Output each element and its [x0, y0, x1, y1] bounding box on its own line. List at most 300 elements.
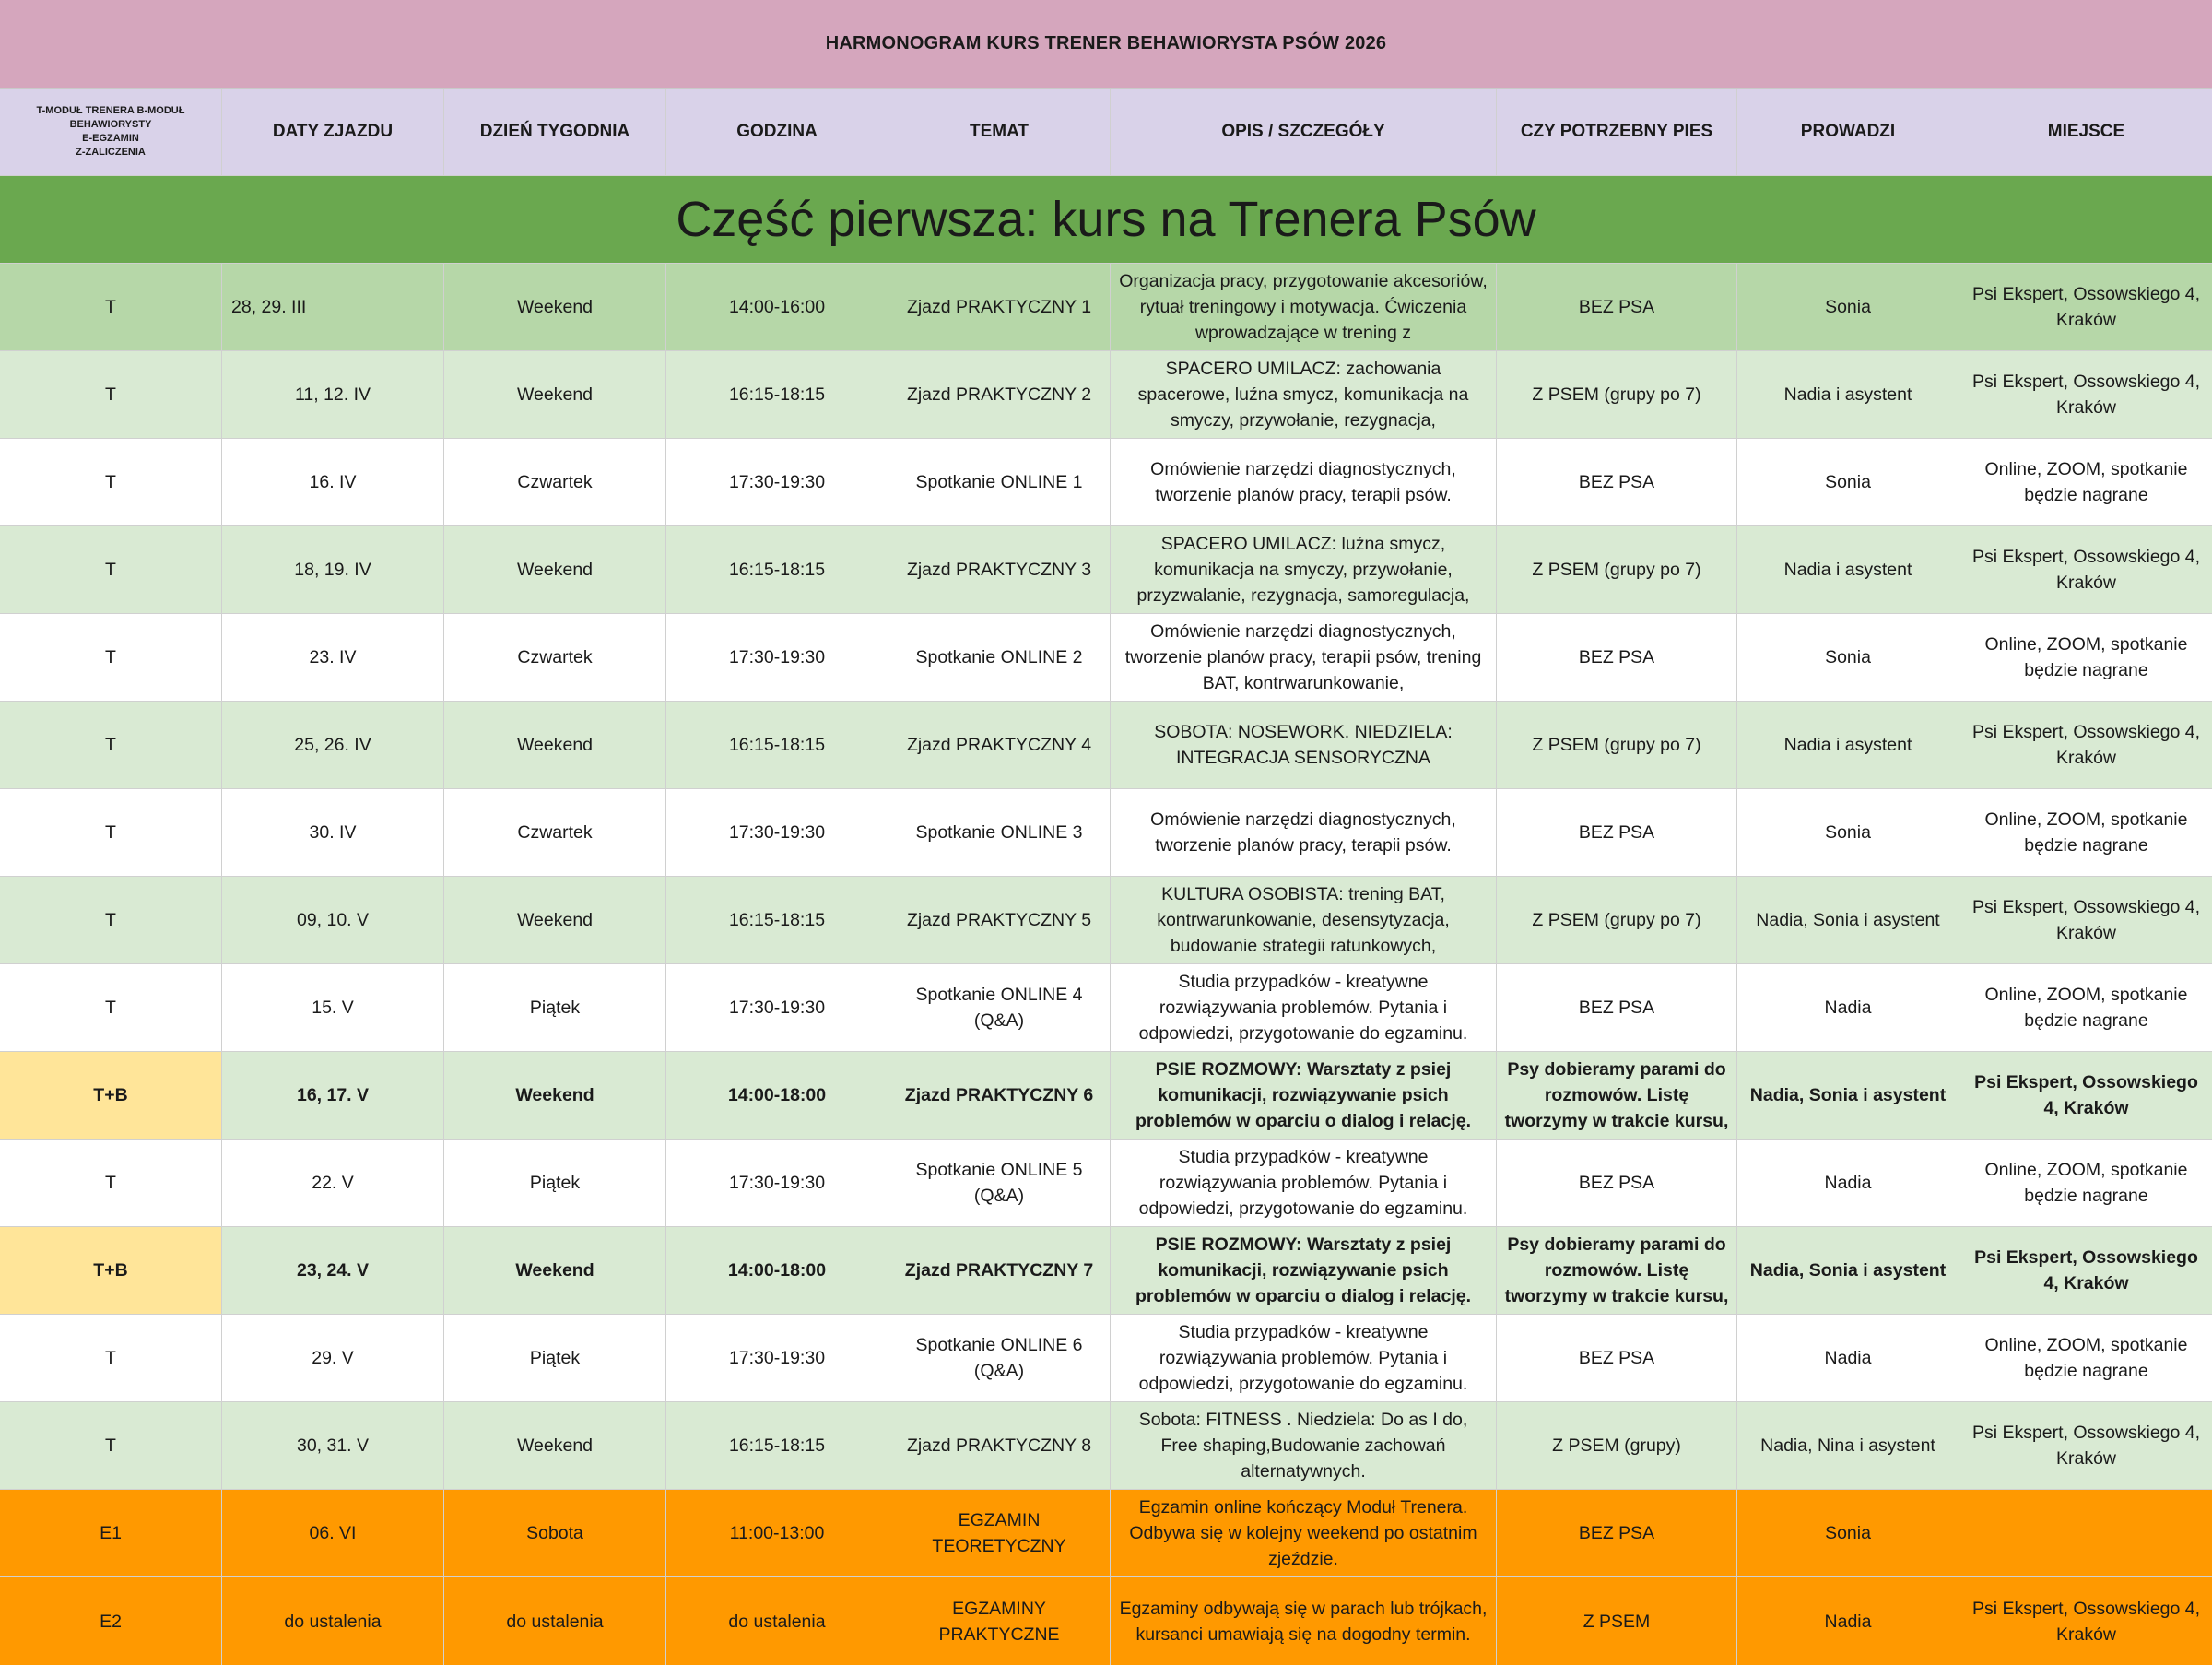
- row-instructor-text: Sonia: [1825, 297, 1871, 317]
- row-topic-text: Spotkanie ONLINE 1: [915, 472, 1083, 492]
- row-day-text: Czwartek: [517, 472, 593, 492]
- row-topic: [888, 789, 1111, 877]
- row-hours: [666, 351, 888, 439]
- row-instructor-text: Sonia: [1825, 822, 1871, 843]
- row-hours-text: 11:00-13:00: [729, 1523, 825, 1543]
- row-dates: [222, 1315, 444, 1402]
- row-instructor: [1737, 1577, 1959, 1665]
- row-place: [1959, 1577, 2212, 1665]
- row-code: [0, 264, 222, 351]
- row-day-text: Czwartek: [517, 822, 593, 843]
- row-description: [1111, 1577, 1497, 1665]
- row-hours: [666, 964, 888, 1052]
- row-instructor-text: Nadia i asystent: [1783, 384, 1912, 405]
- row-dates-text: 29. V: [312, 1348, 354, 1368]
- row-instructor: [1737, 1227, 1959, 1315]
- row-place: [1959, 264, 2212, 351]
- row-place-text: Psi Ekspert, Ossowskiego 4, Kraków: [1971, 284, 2201, 330]
- row-dates-text: 30, 31. V: [296, 1435, 370, 1456]
- row-dates: [222, 526, 444, 614]
- row-day: [444, 1577, 666, 1665]
- legend-line: T-MODUŁ TRENERA B-MODUŁ: [36, 105, 185, 116]
- row-dog-needed: [1497, 1052, 1737, 1140]
- row-instructor-text: Sonia: [1825, 647, 1871, 667]
- row-place: [1959, 1490, 2212, 1577]
- row-topic-text: Spotkanie ONLINE 5 (Q&A): [915, 1160, 1083, 1206]
- row-place-text: Online, ZOOM, spotkanie będzie nagrane: [1984, 459, 2188, 505]
- row-description: [1111, 1402, 1497, 1490]
- row-code-text: T: [105, 560, 116, 580]
- row-instructor: [1737, 614, 1959, 702]
- row-dates: [222, 264, 444, 351]
- table-row: [0, 1140, 2212, 1227]
- row-dog-needed: [1497, 964, 1737, 1052]
- row-dates: [222, 1140, 444, 1227]
- row-day: [444, 1490, 666, 1577]
- section-title: Część pierwsza: kurs na Trenera Psów: [0, 176, 2212, 264]
- row-instructor: [1737, 526, 1959, 614]
- row-dog-needed: [1497, 1490, 1737, 1577]
- row-dog-needed-text: BEZ PSA: [1578, 822, 1655, 843]
- row-place: [1959, 1052, 2212, 1140]
- row-description: [1111, 1052, 1497, 1140]
- row-dog-needed: [1497, 1402, 1737, 1490]
- table-row: [0, 1490, 2212, 1577]
- row-instructor: [1737, 1490, 1959, 1577]
- row-dog-needed-text: BEZ PSA: [1578, 472, 1655, 492]
- row-topic-text: Spotkanie ONLINE 3: [915, 822, 1083, 843]
- row-code: [0, 526, 222, 614]
- row-place-text: Psi Ekspert, Ossowskiego 4, Kraków: [1971, 547, 2201, 593]
- row-dates-text: 09, 10. V: [296, 910, 370, 930]
- row-topic-text: Zjazd PRAKTYCZNY 8: [906, 1435, 1092, 1456]
- row-dates-text: 30. IV: [309, 822, 357, 843]
- row-dates-text: 25, 26. IV: [294, 735, 371, 755]
- row-topic: [888, 1577, 1111, 1665]
- row-day: [444, 964, 666, 1052]
- row-day-text: Weekend: [516, 735, 594, 755]
- row-dog-needed-text: Z PSEM (grupy po 7): [1532, 910, 1701, 930]
- row-code-text: T: [105, 1435, 116, 1456]
- row-instructor: [1737, 1402, 1959, 1490]
- row-day: [444, 351, 666, 439]
- header-topic: TEMAT: [888, 89, 1111, 176]
- row-dog-needed-text: BEZ PSA: [1578, 1523, 1655, 1543]
- row-day: [444, 789, 666, 877]
- header-dog-needed: CZY POTRZEBNY PIES: [1497, 89, 1737, 176]
- row-description: [1111, 964, 1497, 1052]
- row-code-text: T+B: [93, 1260, 128, 1281]
- row-place-text: Online, ZOOM, spotkanie będzie nagrane: [1984, 1335, 2188, 1381]
- legend-line: E-EGZAMIN: [82, 133, 139, 144]
- row-hours: [666, 1052, 888, 1140]
- row-description-text: Omówienie narzędzi diagnostycznych, tworzenie planów pracy, terapii psów.: [1150, 809, 1456, 856]
- row-code: [0, 1140, 222, 1227]
- column-header-row: [0, 89, 2212, 176]
- row-day: [444, 1402, 666, 1490]
- row-day: [444, 614, 666, 702]
- row-topic-text: Zjazd PRAKTYCZNY 7: [904, 1260, 1094, 1281]
- row-hours: [666, 1402, 888, 1490]
- row-dates: [222, 1490, 444, 1577]
- row-dates: [222, 614, 444, 702]
- row-instructor: [1737, 439, 1959, 526]
- row-dog-needed: [1497, 1577, 1737, 1665]
- row-place: [1959, 1402, 2212, 1490]
- row-hours-text: 17:30-19:30: [728, 647, 826, 667]
- row-description: [1111, 789, 1497, 877]
- row-description: [1111, 351, 1497, 439]
- row-description-text: SPACERO UMILACZ: luźna smycz, komunikacja na smyczy, przywołanie, przyzwalanie, rezygnacja, samoregulacja,: [1136, 534, 1470, 606]
- row-dog-needed-text: BEZ PSA: [1578, 998, 1655, 1018]
- row-topic: [888, 702, 1111, 789]
- row-code: [0, 1315, 222, 1402]
- row-hours-text: 17:30-19:30: [728, 1348, 826, 1368]
- row-dates-text: 16. IV: [309, 472, 357, 492]
- table-row: [0, 1227, 2212, 1315]
- row-topic-text: Spotkanie ONLINE 2: [915, 647, 1083, 667]
- row-topic: [888, 877, 1111, 964]
- legend-line: BEHAWIORYSTY: [69, 119, 152, 130]
- row-topic-text: EGZAMINY PRAKTYCZNE: [938, 1598, 1060, 1645]
- row-topic: [888, 1052, 1111, 1140]
- row-instructor-text: Nadia, Sonia i asystent: [1749, 1085, 1947, 1105]
- row-topic-text: Spotkanie ONLINE 4 (Q&A): [915, 985, 1083, 1031]
- row-hours: [666, 877, 888, 964]
- row-code: [0, 877, 222, 964]
- header-description: OPIS / SZCZEGÓŁY: [1111, 89, 1497, 176]
- row-dog-needed: [1497, 351, 1737, 439]
- row-instructor: [1737, 702, 1959, 789]
- row-dog-needed: [1497, 877, 1737, 964]
- row-description-text: SPACERO UMILACZ: zachowania spacerowe, luźna smycz, komunikacja na smyczy, przywołanie, rezygnacja,: [1137, 359, 1469, 431]
- row-description-text: Egzaminy odbywają się w parach lub trójkach, kursanci umawiają się na dogodny termin.: [1119, 1598, 1488, 1645]
- row-dog-needed-text: Psy dobieramy parami do rozmowów. Listę tworzymy w trakcie kursu,: [1504, 1234, 1729, 1306]
- row-topic: [888, 264, 1111, 351]
- row-description: [1111, 702, 1497, 789]
- header-place: MIEJSCE: [1959, 89, 2212, 176]
- row-code: [0, 439, 222, 526]
- row-dog-needed-text: Z PSEM (grupy po 7): [1532, 384, 1701, 405]
- schedule-rows: [0, 264, 2212, 1665]
- row-code: [0, 614, 222, 702]
- row-instructor: [1737, 264, 1959, 351]
- row-code-text: E1: [100, 1523, 122, 1543]
- row-place: [1959, 1315, 2212, 1402]
- row-hours: [666, 614, 888, 702]
- row-hours: [666, 526, 888, 614]
- row-day-text: Weekend: [516, 297, 594, 317]
- row-description-text: PSIE ROZMOWY: Warsztaty z psiej komunikacji, rozwiązywanie psich problemów w oparciu o dialog i relację.: [1135, 1234, 1472, 1306]
- row-code-text: T: [105, 735, 116, 755]
- row-place-text: Psi Ekspert, Ossowskiego 4, Kraków: [1971, 1423, 2201, 1469]
- row-topic: [888, 1402, 1111, 1490]
- row-place-text: Psi Ekspert, Ossowskiego 4, Kraków: [1974, 1247, 2198, 1293]
- row-description: [1111, 1140, 1497, 1227]
- row-dates: [222, 1227, 444, 1315]
- row-topic-text: Zjazd PRAKTYCZNY 3: [906, 560, 1092, 580]
- row-hours-text: 14:00-18:00: [727, 1260, 827, 1281]
- row-code: [0, 964, 222, 1052]
- table-row: [0, 614, 2212, 702]
- row-code: [0, 789, 222, 877]
- row-code: [0, 1052, 222, 1140]
- row-day: [444, 1227, 666, 1315]
- row-code: [0, 1490, 222, 1577]
- row-hours-text: 16:15-18:15: [728, 1435, 826, 1456]
- row-instructor-text: Nadia: [1824, 1173, 1872, 1193]
- row-dog-needed-text: Psy dobieramy parami do rozmowów. Listę tworzymy w trakcie kursu,: [1504, 1059, 1729, 1131]
- row-hours: [666, 1577, 888, 1665]
- row-hours: [666, 1490, 888, 1577]
- row-instructor: [1737, 877, 1959, 964]
- row-day-text: do ustalenia: [506, 1611, 604, 1632]
- row-day: [444, 526, 666, 614]
- row-dates: [222, 351, 444, 439]
- row-hours-text: do ustalenia: [728, 1611, 826, 1632]
- row-hours-text: 17:30-19:30: [728, 472, 826, 492]
- table-row: [0, 1402, 2212, 1490]
- row-instructor-text: Sonia: [1825, 1523, 1871, 1543]
- row-day-text: Weekend: [516, 560, 594, 580]
- row-description-text: PSIE ROZMOWY: Warsztaty z psiej komunikacji, rozwiązywanie psich problemów w oparciu o dialog i relację.: [1135, 1059, 1472, 1131]
- header-hours: GODZINA: [666, 89, 888, 176]
- row-hours-text: 17:30-19:30: [728, 822, 826, 843]
- row-dates: [222, 789, 444, 877]
- row-topic-text: Zjazd PRAKTYCZNY 5: [906, 910, 1092, 930]
- row-code-text: T: [105, 910, 116, 930]
- row-day-text: Weekend: [515, 1085, 594, 1105]
- row-dog-needed-text: Z PSEM (grupy po 7): [1532, 735, 1701, 755]
- row-place: [1959, 789, 2212, 877]
- row-dog-needed-text: Z PSEM (grupy po 7): [1532, 560, 1701, 580]
- row-day-text: Czwartek: [517, 647, 593, 667]
- row-code: [0, 702, 222, 789]
- row-description-text: Organizacja pracy, przygotowanie akcesoriów, rytuał treningowy i motywacja. Ćwiczenia wprowadzające w trening z: [1119, 271, 1488, 343]
- row-dog-needed-text: BEZ PSA: [1578, 297, 1655, 317]
- row-dog-needed: [1497, 702, 1737, 789]
- row-dates-text: 22. V: [312, 1173, 354, 1193]
- row-code-text: T: [105, 384, 116, 405]
- row-dog-needed: [1497, 1140, 1737, 1227]
- row-hours: [666, 702, 888, 789]
- row-dog-needed-text: BEZ PSA: [1578, 647, 1655, 667]
- row-instructor: [1737, 351, 1959, 439]
- row-code: [0, 1227, 222, 1315]
- row-dates-text: 28, 29. III: [231, 297, 307, 317]
- row-topic-text: Zjazd PRAKTYCZNY 4: [906, 735, 1092, 755]
- table-row: [0, 439, 2212, 526]
- row-dates: [222, 964, 444, 1052]
- row-topic: [888, 1315, 1111, 1402]
- row-instructor-text: Nadia, Sonia i asystent: [1756, 910, 1940, 930]
- row-place: [1959, 614, 2212, 702]
- row-topic: [888, 614, 1111, 702]
- header-dates: DATY ZJAZDU: [222, 89, 444, 176]
- row-description-text: Studia przypadków - kreatywne rozwiązywania problemów. Pytania i odpowiedzi, przygotowanie do egzaminu.: [1138, 1147, 1468, 1219]
- row-dates-text: 15. V: [312, 998, 354, 1018]
- row-description: [1111, 1315, 1497, 1402]
- table-row: [0, 877, 2212, 964]
- row-hours-text: 14:00-16:00: [728, 297, 826, 317]
- row-topic: [888, 1490, 1111, 1577]
- row-hours: [666, 264, 888, 351]
- row-dates-text: 11, 12. IV: [294, 384, 371, 405]
- row-place-text: Online, ZOOM, spotkanie będzie nagrane: [1984, 1160, 2188, 1206]
- row-description-text: Sobota: FITNESS . Niedziela: Do as I do, Free shaping,Budowanie zachowań alternatywnych.: [1138, 1410, 1468, 1482]
- row-description: [1111, 877, 1497, 964]
- row-instructor: [1737, 1140, 1959, 1227]
- row-instructor-text: Nadia: [1824, 998, 1872, 1018]
- table-row: [0, 1315, 2212, 1402]
- row-place: [1959, 964, 2212, 1052]
- row-instructor-text: Nadia: [1824, 1348, 1872, 1368]
- row-day-text: Piątek: [529, 1348, 581, 1368]
- table-row: [0, 1052, 2212, 1140]
- row-instructor-text: Nadia, Nina i asystent: [1760, 1435, 1936, 1456]
- row-place: [1959, 439, 2212, 526]
- row-hours-text: 16:15-18:15: [728, 910, 826, 930]
- row-topic-text: Spotkanie ONLINE 6 (Q&A): [915, 1335, 1083, 1381]
- row-place: [1959, 702, 2212, 789]
- row-description-text: SOBOTA: NOSEWORK. NIEDZIELA: INTEGRACJA SENSORYCZNA: [1154, 722, 1453, 768]
- row-place: [1959, 526, 2212, 614]
- row-topic-text: Zjazd PRAKTYCZNY 6: [904, 1085, 1094, 1105]
- row-dog-needed: [1497, 614, 1737, 702]
- row-place-text: Online, ZOOM, spotkanie będzie nagrane: [1984, 634, 2188, 680]
- row-day-text: Weekend: [515, 1260, 594, 1281]
- row-hours-text: 16:15-18:15: [728, 384, 826, 405]
- row-hours: [666, 789, 888, 877]
- row-code-text: T: [105, 1173, 116, 1193]
- row-description: [1111, 264, 1497, 351]
- row-code: [0, 1577, 222, 1665]
- row-code-text: T+B: [93, 1085, 128, 1105]
- row-topic: [888, 526, 1111, 614]
- row-instructor-text: Nadia i asystent: [1783, 560, 1912, 580]
- row-day-text: Weekend: [516, 1435, 594, 1456]
- table-row: [0, 702, 2212, 789]
- row-place-text: Online, ZOOM, spotkanie będzie nagrane: [1984, 985, 2188, 1031]
- row-dog-needed-text: Z PSEM: [1583, 1611, 1651, 1632]
- row-topic: [888, 964, 1111, 1052]
- row-description-text: Omówienie narzędzi diagnostycznych, tworzenie planów pracy, terapii psów.: [1150, 459, 1456, 505]
- row-description: [1111, 439, 1497, 526]
- row-instructor: [1737, 1315, 1959, 1402]
- row-dates-text: do ustalenia: [284, 1611, 382, 1632]
- row-dates-text: 06. VI: [309, 1523, 357, 1543]
- row-day: [444, 877, 666, 964]
- row-dog-needed-text: BEZ PSA: [1578, 1173, 1655, 1193]
- row-dates-text: 16, 17. V: [296, 1085, 370, 1105]
- row-day-text: Weekend: [516, 910, 594, 930]
- row-place-text: Psi Ekspert, Ossowskiego 4, Kraków: [1971, 897, 2201, 943]
- row-description-text: Studia przypadków - kreatywne rozwiązywania problemów. Pytania i odpowiedzi, przygotowanie do egzaminu.: [1138, 1322, 1468, 1394]
- row-code: [0, 351, 222, 439]
- row-dog-needed: [1497, 264, 1737, 351]
- row-code-text: T: [105, 1348, 116, 1368]
- row-hours: [666, 1315, 888, 1402]
- row-dates: [222, 1402, 444, 1490]
- row-day: [444, 1315, 666, 1402]
- header-day: DZIEŃ TYGODNIA: [444, 89, 666, 176]
- row-topic: [888, 439, 1111, 526]
- row-hours-text: 16:15-18:15: [728, 560, 826, 580]
- table-row: [0, 964, 2212, 1052]
- row-hours-text: 17:30-19:30: [728, 998, 826, 1018]
- row-description: [1111, 614, 1497, 702]
- row-hours-text: 16:15-18:15: [728, 735, 826, 755]
- row-place: [1959, 351, 2212, 439]
- table-row: [0, 264, 2212, 351]
- header-instructor: PROWADZI: [1737, 89, 1959, 176]
- row-code-text: T: [105, 297, 116, 317]
- row-place: [1959, 877, 2212, 964]
- row-day-text: Piątek: [529, 1173, 581, 1193]
- row-description-text: Egzamin online kończący Moduł Trenera. Odbywa się w kolejny weekend po ostatnim zjeździe.: [1129, 1497, 1477, 1569]
- row-place-text: Psi Ekspert, Ossowskiego 4, Kraków: [1971, 1598, 2201, 1645]
- row-description-text: Omówienie narzędzi diagnostycznych, tworzenie planów pracy, terapii psów, trening BAT, kontrwarunkowanie,: [1124, 621, 1482, 693]
- row-topic-text: Zjazd PRAKTYCZNY 2: [906, 384, 1092, 405]
- table-row: [0, 1577, 2212, 1665]
- schedule-title: HARMONOGRAM KURS TRENER BEHAWIORYSTA PSÓW 2026: [0, 0, 2212, 89]
- row-dates: [222, 439, 444, 526]
- row-place-text: Psi Ekspert, Ossowskiego 4, Kraków: [1971, 722, 2201, 768]
- row-code-text: E2: [100, 1611, 122, 1632]
- row-description: [1111, 1227, 1497, 1315]
- row-topic: [888, 1227, 1111, 1315]
- row-place: [1959, 1140, 2212, 1227]
- row-dog-needed: [1497, 439, 1737, 526]
- row-code: [0, 1402, 222, 1490]
- table-row: [0, 351, 2212, 439]
- legend-header: [0, 89, 222, 176]
- row-day-text: Piątek: [529, 998, 581, 1018]
- row-hours: [666, 1140, 888, 1227]
- row-instructor-text: Nadia i asystent: [1783, 735, 1912, 755]
- row-dates-text: 23. IV: [309, 647, 357, 667]
- row-day: [444, 439, 666, 526]
- row-instructor-text: Nadia: [1824, 1611, 1872, 1632]
- row-day: [444, 1052, 666, 1140]
- row-topic: [888, 1140, 1111, 1227]
- row-dog-needed: [1497, 1227, 1737, 1315]
- row-instructor-text: Sonia: [1825, 472, 1871, 492]
- row-place-text: Psi Ekspert, Ossowskiego 4, Kraków: [1971, 372, 2201, 418]
- row-hours-text: 17:30-19:30: [728, 1173, 826, 1193]
- row-dates: [222, 702, 444, 789]
- row-code-text: T: [105, 998, 116, 1018]
- row-dates-text: 18, 19. IV: [294, 560, 371, 580]
- row-description-text: KULTURA OSOBISTA: trening BAT, kontrwarunkowanie, desensytyzacja, budowanie strategii ratunkowych,: [1157, 884, 1450, 956]
- row-day: [444, 702, 666, 789]
- row-place-text: Psi Ekspert, Ossowskiego 4, Kraków: [1974, 1072, 2198, 1118]
- row-topic-text: EGZAMIN TEORETYCZNY: [932, 1510, 1066, 1556]
- row-instructor: [1737, 1052, 1959, 1140]
- row-day-text: Weekend: [516, 384, 594, 405]
- row-hours: [666, 439, 888, 526]
- row-day: [444, 1140, 666, 1227]
- row-dates: [222, 1052, 444, 1140]
- row-dog-needed-text: BEZ PSA: [1578, 1348, 1655, 1368]
- row-dates: [222, 1577, 444, 1665]
- row-dog-needed: [1497, 789, 1737, 877]
- row-code-text: T: [105, 647, 116, 667]
- table-row: [0, 789, 2212, 877]
- legend-line: Z-ZALICZENIA: [76, 147, 146, 158]
- row-code-text: T: [105, 822, 116, 843]
- row-instructor: [1737, 789, 1959, 877]
